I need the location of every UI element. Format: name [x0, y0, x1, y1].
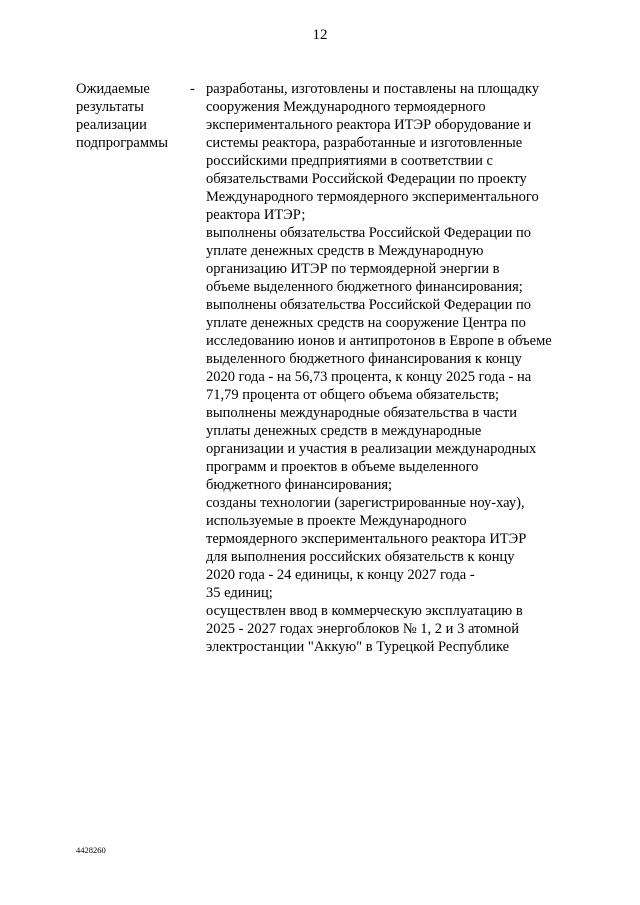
content-line: уплате денежных средств на сооружение Центра по [206, 315, 526, 331]
content-line: выполнены международные обязательства в части [206, 405, 518, 421]
section-label-line: Ожидаемые [76, 81, 150, 97]
content-line: созданы технологии (зарегистрированные ноу-хау), [206, 495, 525, 511]
content-line: выполнены обязательства Российской Федерации по [206, 297, 531, 313]
content-line: бюджетного финансирования; [206, 477, 393, 493]
section-label-line: подпрограммы [76, 135, 168, 151]
content-line: обязательствами Российской Федерации по проекту [206, 171, 527, 187]
list-dash: - [190, 81, 195, 97]
content-line: выделенного бюджетного финансирования к концу [206, 351, 522, 367]
content-line: уплате денежных средств в Международную [206, 243, 484, 259]
section-label-line: реализации [76, 117, 147, 133]
content-line: для выполнения российских обязательств к концу [206, 549, 515, 565]
content-line: Международного термоядерного экспериментального [206, 189, 539, 205]
content-line: объеме выделенного бюджетного финансирования; [206, 279, 523, 295]
content-line: используемые в проекте Международного [206, 513, 467, 529]
document-code: 4428260 [76, 845, 106, 855]
content-line: исследованию ионов и антипротонов в Европе в объеме [206, 333, 552, 349]
content-line: системы реактора, разработанные и изготовленные [206, 135, 523, 151]
content-line: организации и участия в реализации международных [206, 441, 537, 457]
content-line: разработаны, изготовлены и поставлены на площадку [206, 81, 539, 97]
content-line: уплаты денежных средств в международные [206, 423, 482, 439]
content-line: российскими предприятиями в соответствии с [206, 153, 493, 169]
content-line: термоядерного экспериментального реактора ИТЭР [206, 531, 527, 547]
content-line: осуществлен ввод в коммерческую эксплуатацию в [206, 603, 523, 619]
content-line: организацию ИТЭР по термоядерной энергии в [206, 261, 500, 277]
content-line: электростанции "Аккую" в Турецкой Республике [206, 639, 510, 655]
content-line: 35 единиц; [206, 585, 273, 601]
section-content [206, 80, 576, 656]
section-label-line: результаты [76, 99, 144, 115]
content-line: программ и проектов в объеме выделенного [206, 459, 479, 475]
content-line: сооружения Международного термоядерного [206, 99, 486, 115]
page-number: 12 [312, 27, 328, 43]
content-line: экспериментального реактора ИТЭР оборудование и [206, 117, 532, 133]
content-line: 2025 - 2027 годах энергоблоков № 1, 2 и 3 атомной [206, 621, 520, 637]
content-line: 2020 года - 24 единицы, к концу 2027 года - [206, 567, 475, 583]
content-line: 2020 года - на 56,73 процента, к концу 2025 года - на [206, 369, 532, 385]
content-line: 71,79 процента от общего объема обязательств; [206, 387, 500, 403]
content-line: выполнены обязательства Российской Федерации по [206, 225, 531, 241]
section-label [76, 80, 186, 152]
content-line: реактора ИТЭР; [206, 207, 306, 223]
